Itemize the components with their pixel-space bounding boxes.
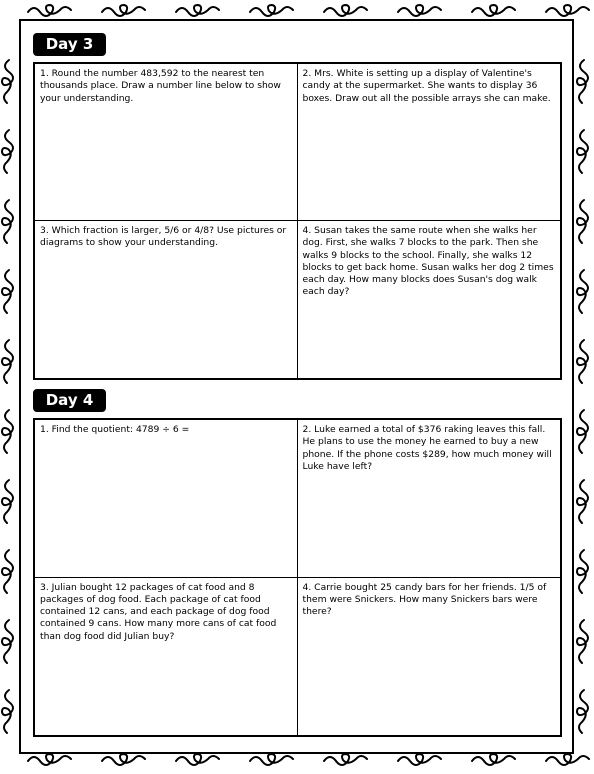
day-3-label: Day 3 (33, 33, 106, 56)
day-3-problem-4: 4. Susan takes the same route when she walks her dog. First, she walks 7 blocks to the park. Then she walks 9 blocks to the school. Finally, she walks 12 blocks to get back home. Susan walks her dog 2 times each day. How many blocks does Susan's dog walk each day? (302, 225, 554, 298)
day-4-problem-4: 4. Carrie bought 25 candy bars for her friends. 1/5 of them were Snickers. How many Snickers bars were there? (302, 581, 547, 618)
day-3-problem-2: 2. Mrs. White is setting up a display of Valentine's candy at the supermarket. She wants to display 36 boxes. Draw out all the possible arrays she can make. (298, 64, 561, 221)
day-3-problem-3: 3. Which fraction is larger, 5/6 or 4/8? Use pictures or diagrams to show your understanding. (35, 221, 298, 378)
day-3-problem-grid (33, 62, 562, 380)
day-4-problem-1: 1. Find the quotient: 4789 ÷ 6 = (35, 420, 298, 578)
day-3-problem-1: 1. Round the number 483,592 to the nearest ten thousands place. Draw a number line below to show your understanding. (35, 64, 298, 221)
day-4-label: Day 4 (33, 389, 106, 412)
day-4-problem-3: 3. Julian bought 12 packages of cat food and 8 packages of dog food. Each package of cat food contained 12 cans, and each package of dog food contained 9 cans. How many more cans of cat food than dog food did Julian buy? (35, 578, 298, 736)
day-4-problem-grid (33, 418, 562, 737)
day-4-problem-2: 2. Luke earned a total of $376 raking leaves this fall. He plans to use the money he earned to buy a new phone. If the phone costs $289, how much money will Luke have left? (298, 420, 561, 578)
